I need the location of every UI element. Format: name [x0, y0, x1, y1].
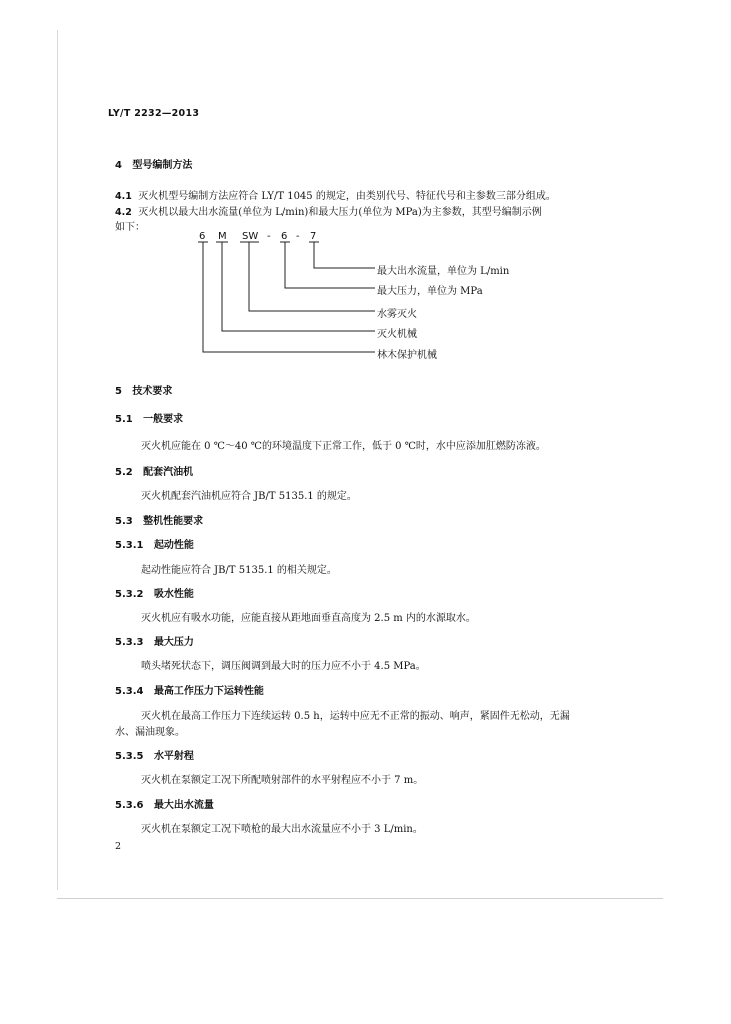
section-4-title: 型号编制方法	[132, 160, 193, 171]
clause-5-3-3-title: 最大压力	[153, 637, 194, 648]
model-part-category: 6	[199, 231, 206, 242]
model-part-dash-2: -	[296, 231, 300, 242]
clause-5-1-title: 一般要求	[143, 414, 184, 425]
model-part-pressure: 6	[281, 231, 288, 242]
clause-5-3-5-number: 5.3.5	[115, 751, 144, 762]
clause-5-1-number: 5.1	[115, 414, 133, 425]
model-part-m: M	[218, 231, 227, 242]
page-edge-bottom	[57, 898, 663, 899]
section-5-heading	[115, 382, 172, 397]
clause-5-3-3-heading	[115, 633, 194, 648]
label-water-mist: 水雾灭火	[377, 309, 417, 320]
clause-5-3-4-text-line1: 灭火机在最高工作压力下连续运转 0.5 h，运转中应无不正常的振动、响声，紧固件无松动，无漏	[141, 711, 570, 722]
clause-5-3-1-heading	[115, 536, 194, 551]
clause-5-3-4-title: 最高工作压力下运转性能	[153, 686, 264, 697]
clause-5-3-3-number: 5.3.3	[115, 637, 144, 648]
clause-5-3-5-text: 灭火机在泵额定工况下所配喷射部件的水平射程应不小于 7 m。	[141, 775, 424, 786]
clause-4-2-text-line2: 如下：	[115, 222, 145, 233]
model-part-flow: 7	[310, 231, 317, 242]
model-part-sw: SW	[242, 231, 259, 242]
label-max-pressure: 最大压力，单位为 MPa	[377, 286, 483, 297]
model-code-diagram	[195, 225, 395, 365]
section-4-number: 4	[115, 160, 122, 171]
clause-5-3-2-title: 吸水性能	[153, 589, 194, 600]
clause-5-3-title: 整机性能要求	[143, 516, 204, 527]
leader-sw	[249, 242, 375, 311]
clause-4-2	[115, 203, 542, 218]
clause-5-3-6-heading	[115, 796, 214, 811]
label-fire-machine: 灭火机械	[377, 329, 417, 340]
clause-5-1-heading	[115, 410, 183, 425]
clause-5-3-1-text: 起动性能应符合 JB/T 5135.1 的相关规定。	[141, 565, 337, 576]
clause-5-3-2-text: 灭火机应有吸水功能，应能直接从距地面垂直高度为 2.5 m 内的水源取水。	[141, 613, 476, 624]
section-5-number: 5	[115, 386, 122, 397]
leader-category	[203, 242, 375, 352]
clause-4-1	[115, 187, 556, 202]
page-number: 2	[115, 841, 122, 852]
model-part-dash-1: -	[267, 231, 271, 242]
clause-5-2-heading	[115, 463, 193, 478]
clause-5-3-4-text-line2: 水、漏油现象。	[115, 727, 185, 738]
leader-m	[222, 242, 375, 331]
page-edge-left	[57, 30, 58, 890]
clause-4-1-number: 4.1	[115, 191, 132, 202]
clause-5-3-6-title: 最大出水流量	[153, 800, 214, 811]
clause-4-2-number: 4.2	[115, 207, 132, 218]
standard-code: LY/T 2232—2013	[108, 108, 200, 119]
clause-5-2-text: 灭火机配套汽油机应符合 JB/T 5135.1 的规定。	[141, 491, 357, 502]
clause-5-3-6-number: 5.3.6	[115, 800, 144, 811]
leader-pressure	[285, 242, 375, 288]
clause-4-2-text-line1: 灭火机以最大出水流量(单位为 L/min)和最大压力(单位为 MPa)为主参数，其型号编制示例	[138, 207, 542, 218]
clause-5-3-5-title: 水平射程	[153, 751, 194, 762]
section-4-heading	[115, 156, 192, 171]
clause-5-3-5-heading	[115, 747, 194, 762]
clause-5-3-6-text: 灭火机在泵额定工况下喷枪的最大出水流量应不小于 3 L/min。	[141, 824, 423, 835]
section-5-title: 技术要求	[132, 386, 173, 397]
leader-flow	[314, 242, 375, 268]
clause-4-1-text: 灭火机型号编制方法应符合 LY/T 1045 的规定，由类别代号、特征代号和主参数三部分组成。	[138, 191, 556, 202]
clause-5-3-1-title: 起动性能	[153, 540, 194, 551]
clause-5-3-3-text: 喷头堵死状态下，调压阀调到最大时的压力应不小于 4.5 MPa。	[141, 661, 426, 672]
clause-5-3-4-number: 5.3.4	[115, 686, 144, 697]
clause-5-3-2-number: 5.3.2	[115, 589, 144, 600]
clause-5-2-number: 5.2	[115, 467, 133, 478]
clause-5-3-4-heading	[115, 682, 264, 697]
clause-5-3-2-heading	[115, 585, 194, 600]
label-max-flow: 最大出水流量，单位为 L/min	[377, 266, 510, 277]
clause-5-3-heading	[115, 512, 203, 527]
clause-5-1-text: 灭火机应能在 0 ℃～40 ℃的环境温度下正常工作，低于 0 ℃时，水中应添加肛燃防冻液。	[141, 441, 546, 452]
clause-5-3-number: 5.3	[115, 516, 133, 527]
clause-5-3-1-number: 5.3.1	[115, 540, 144, 551]
label-forest-machine: 林木保护机械	[377, 350, 437, 361]
clause-5-2-title: 配套汽油机	[143, 467, 194, 478]
